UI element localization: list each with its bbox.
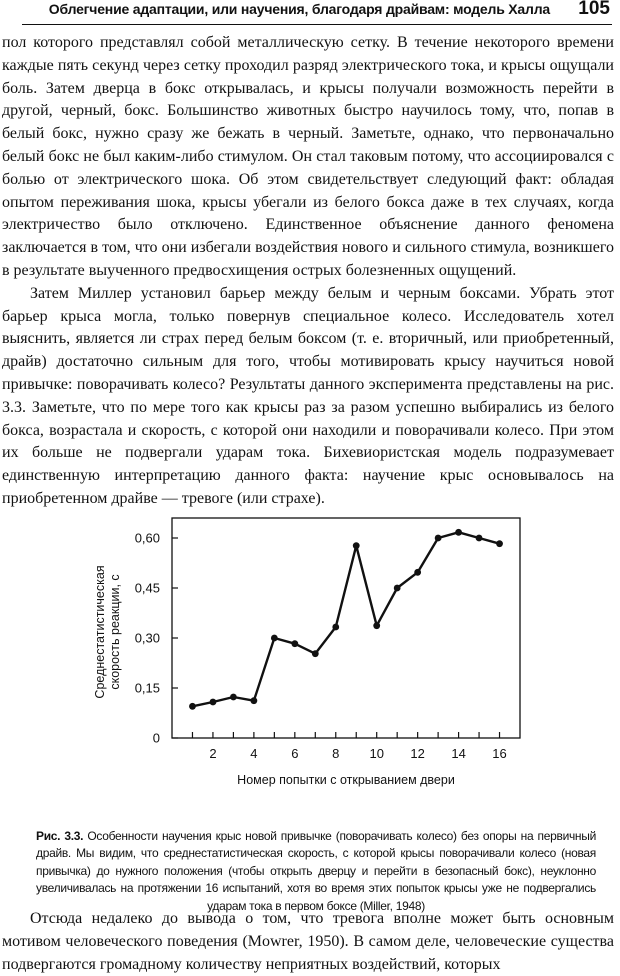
- x-tick-label: 6: [291, 746, 299, 761]
- x-tick-label: 4: [250, 746, 258, 761]
- figure-caption-text: Особенности научения крыс новой привычке (поворачивать колесо) без опоры на первичный драйв. Мы видим, что среднестатистическая скорость, с которой крысы поворачивали колесо (новая привычка) до нужного положения (чтобы открыть дверцу и перейти в безопасный бокс), неуклонно увеличивалась на протяжении 16 испытаний, хотя во время этих попыток крысы уже не подвергались ударам тока в первом боксе (Miller, 1948): [36, 829, 596, 913]
- data-point: [250, 697, 257, 704]
- paragraph-1: пол которого представлял собой металлическую сетку. В течение некоторого времени каждые пять секунд через сетку проходил разряд электрического тока, и крысы ощущали боль. Затем дверца в бокс открывалась, и крысы получали возможность перейти в другой, черный, бокс. Большинство животных быстро научилось тому, что, попав в белый бокс, нужно сразу же бежать в черный. Заметьте, однако, что первоначально белый бокс не был каким-либо стимулом. Он стал таковым потому, что ассоциировался с болью от электрического шока. Об этом свидетельствует следующий факт: обладая опытом переживания шока, крысы убегали из белого бокса даже в тех случаях, когда электричество было отключено. Единственное объяснение данного феномена заключается в том, что они избегали воздействия нового и сильного стимула, возникшего в результате выученного предвосхищения острых болезненных ощущений.: [2, 34, 614, 279]
- series-line: [192, 532, 499, 706]
- data-point: [189, 703, 196, 710]
- plot-frame: [172, 518, 520, 738]
- data-point: [332, 624, 339, 631]
- data-point: [496, 540, 503, 547]
- data-point: [394, 585, 401, 592]
- data-point: [230, 694, 237, 701]
- data-point: [353, 542, 360, 549]
- header-title: Облегчение адаптации, или научения, благодаря драйвам: модель Халла: [48, 1, 550, 17]
- x-tick-label: 2: [209, 746, 217, 761]
- data-point: [455, 529, 462, 536]
- paragraph-2: Затем Миллер установил барьер между белым и черным боксами. Убрать этот барьер крыса могла, только повернув специальное колесо. Исследователь хотел выяснить, является ли страх перед белым боксом (т. е. вторичный, или приобретенный, драйв) достаточно сильным для того, чтобы мотивировать крысу научиться новой привычке: поворачивать колесо? Результаты данного эксперимента представлены на рис. 3.3. Заметьте, что по мере того как крысы раз за разом успешно выбирались из белого бокса, возрастала и скорость, с которой они находили и поворачивали колесо. При этом их больше не подвергали ударам тока. Бихевиористская модель подразумевает единственную интерпретацию данного факта: научение крыс основывалось на приобретенном драйве — тревоге (или страхе).: [2, 284, 614, 507]
- y-tick-label: 0,15: [134, 680, 160, 696]
- data-point: [414, 569, 421, 576]
- y-axis-label: [93, 565, 122, 698]
- x-tick-label: 14: [451, 746, 466, 761]
- x-tick-label: 8: [332, 746, 340, 761]
- data-point: [312, 650, 319, 657]
- data-point: [271, 635, 278, 642]
- y-tick-label: 0,60: [134, 530, 160, 546]
- figure-caption: [36, 828, 596, 915]
- x-axis-label: Номер попытки с открыванием двери: [237, 773, 455, 787]
- x-tick-label: 10: [369, 746, 384, 761]
- body-text-bottom: [2, 908, 614, 976]
- running-header: [22, 0, 612, 25]
- data-point: [476, 535, 483, 542]
- figure-chart: [80, 508, 530, 802]
- paragraph-3: Отсюда недалеко до вывода о том, что тревога вполне может быть основным мотивом человеческого поведения (Mowrer, 1950). В самом деле, человеческие существа подвергаются громадному количеству неприятных воздействий, которых: [2, 910, 614, 973]
- y-axis-label-line: Среднестатистическая: [93, 565, 107, 699]
- x-tick-label: 12: [410, 746, 425, 761]
- y-tick-label: 0,30: [134, 630, 160, 646]
- page-number: 105: [578, 0, 610, 19]
- y-tick-label: 0: [152, 730, 160, 746]
- y-axis-label-line: скорость реакции, с: [108, 574, 122, 690]
- data-point: [373, 622, 380, 629]
- data-point: [435, 535, 442, 542]
- body-text-top: [2, 32, 614, 511]
- data-point: [210, 699, 217, 706]
- y-tick-label: 0,45: [134, 580, 160, 596]
- data-point: [291, 640, 298, 647]
- x-tick-label: 16: [492, 746, 507, 761]
- figure-caption-label: Рис. 3.3.: [36, 829, 84, 843]
